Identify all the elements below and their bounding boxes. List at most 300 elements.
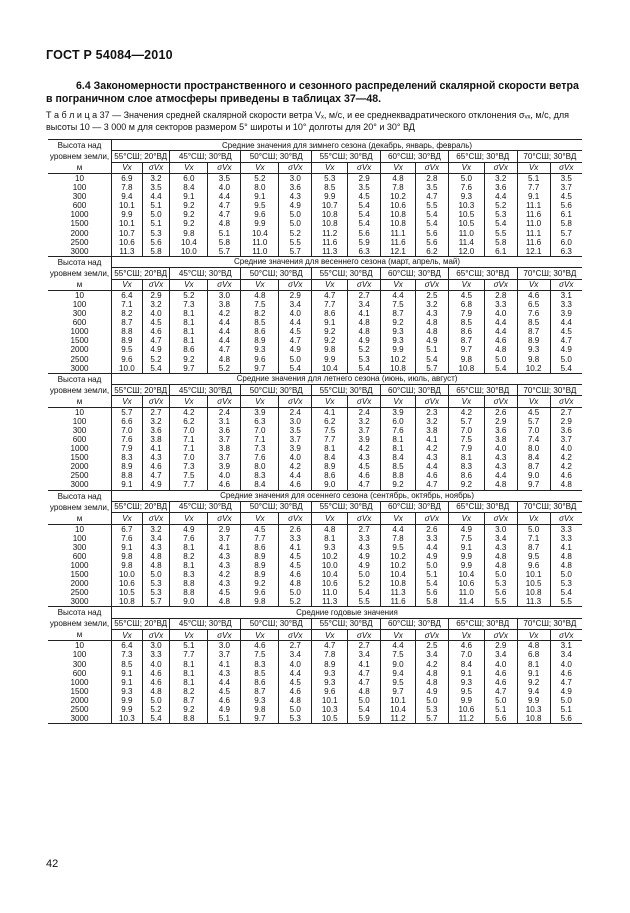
region-header: 50°СШ; 30°ВД (241, 501, 312, 512)
deviation-subheader: σVx (142, 162, 170, 173)
table-cell: 9.2 (448, 480, 484, 490)
table-cell: 3.3 (560, 533, 572, 543)
table-cell: 11.6 (312, 238, 348, 247)
table-cell: 5.6 (550, 714, 582, 724)
height-cell: 3000 (48, 480, 112, 490)
table-cell: 4.4 (208, 678, 241, 687)
table-cell: 4.3 (416, 453, 449, 462)
table-cell: 7.5 (312, 426, 348, 435)
table-cell: 10.7 (112, 229, 143, 238)
table-cell: 3.4 (416, 650, 449, 659)
table-cell: 5.0 (517, 524, 550, 534)
table-cell: 5.0 (560, 695, 572, 705)
deviation-subheader: σVx (208, 396, 241, 407)
table-cell: 3.9 (560, 309, 572, 319)
table-cell: 8.1 (448, 453, 484, 462)
table-cell: 7.6 (448, 183, 484, 192)
table-cell: 8.9 (112, 336, 143, 345)
table-cell: 5.5 (416, 201, 449, 210)
table-cell: 8.5 (241, 669, 279, 678)
region-header: 70°СШ; 30°ВД (517, 151, 582, 162)
table-cell: 8.6 (448, 471, 484, 480)
region-header: 55°СШ; 30°ВД (312, 385, 381, 396)
table-row (48, 570, 582, 579)
speed-subheader: Vx (517, 396, 550, 407)
table-cell: 5.5 (279, 238, 312, 247)
table-cell: 10.0 (112, 364, 143, 374)
deviation-subheader: σVx (348, 396, 381, 407)
deviation-subheader: σVx (550, 513, 582, 524)
table-cell: 7.5 (381, 300, 416, 309)
table-cell: 4.9 (416, 687, 449, 696)
table-cell: 9.0 (517, 471, 550, 480)
table-cell: 9.0 (381, 660, 416, 669)
table-cell: 5.1 (416, 570, 449, 579)
table-cell: 9.9 (112, 210, 143, 219)
table-cell: 5.1 (170, 641, 208, 651)
section-title-row (48, 490, 582, 501)
table-cell: 9.1 (517, 192, 550, 201)
table-cell: 4.4 (484, 327, 517, 336)
region-header: 55°СШ; 30°ВД (312, 501, 381, 512)
table-cell: 8.0 (517, 444, 550, 453)
speed-subheader: Vx (170, 630, 208, 641)
table-cell: 8.9 (312, 660, 348, 669)
table-cell: 8.8 (381, 471, 416, 480)
table-cell: 3.7 (560, 183, 572, 193)
table-cell: 12.1 (381, 247, 416, 257)
deviation-subheader: σVx (416, 162, 449, 173)
table-cell: 3.5 (560, 174, 572, 183)
table-cell: 5.2 (348, 579, 381, 588)
speed-subheader: Vx (381, 162, 416, 173)
deviation-subheader: σVx (208, 630, 241, 641)
height-cell: 600 (48, 669, 112, 678)
table-cell: 3.0 (142, 641, 170, 651)
table-cell: 5.8 (560, 219, 572, 229)
table-cell: 4.5 (348, 192, 381, 201)
table-row (48, 364, 582, 374)
height-cell: 100 (48, 650, 112, 659)
table-cell: 9.9 (448, 552, 484, 561)
region-header: 65°СШ; 30°ВД (448, 385, 517, 396)
table-cell: 8.9 (112, 462, 143, 471)
table-cell: 7.7 (517, 183, 550, 192)
table-cell: 5.5 (550, 597, 582, 607)
table-cell: 4.2 (170, 407, 208, 417)
table-cell: 8.8 (112, 471, 143, 480)
table-row (48, 219, 582, 228)
sub-header-row (48, 162, 582, 173)
table-cell: 4.8 (517, 641, 550, 651)
table-cell: 9.3 (381, 336, 416, 345)
table-cell: 4.0 (142, 309, 170, 318)
height-cell: 2000 (48, 345, 112, 354)
table-cell: 4.7 (348, 678, 381, 687)
speed-subheader: Vx (448, 279, 484, 290)
table-cell: 3.6 (208, 426, 241, 435)
table-cell: 7.5 (381, 650, 416, 659)
table-cell: 8.7 (517, 327, 550, 336)
table-cell: 8.1 (170, 660, 208, 669)
table-cell: 11.2 (448, 714, 484, 724)
speed-subheader: Vx (312, 513, 348, 524)
table-cell: 4.1 (560, 542, 572, 552)
table-cell: 9.8 (112, 561, 143, 570)
table-cell: 5.2 (142, 355, 170, 364)
table-cell: 9.7 (448, 345, 484, 354)
table-cell: 4.6 (348, 471, 381, 480)
table-cell: 10.4 (448, 570, 484, 579)
table-cell: 6.8 (448, 300, 484, 309)
table-cell: 8.8 (170, 588, 208, 597)
table-cell: 4.1 (416, 435, 449, 444)
table-cell: 3.7 (208, 453, 241, 462)
table-cell: 5.7 (416, 714, 449, 724)
table-row (48, 705, 582, 714)
table-row (48, 588, 582, 597)
table-cell: 9.7 (517, 480, 550, 490)
table-cell: 10.8 (381, 210, 416, 219)
region-header-row (48, 151, 582, 162)
table-cell: 3.4 (142, 534, 170, 543)
table-cell: 10.1 (312, 696, 348, 705)
table-cell: 8.9 (517, 336, 550, 345)
table-cell: 8.1 (312, 534, 348, 543)
table-cell: 7.9 (112, 444, 143, 453)
table-cell: 8.1 (170, 669, 208, 678)
table-cell: 5.3 (416, 705, 449, 714)
table-cell: 4.0 (142, 660, 170, 669)
table-cell: 10.5 (517, 579, 550, 588)
table-cell: 7.7 (170, 650, 208, 659)
table-cell: 7.6 (381, 426, 416, 435)
table-cell: 11.0 (448, 588, 484, 597)
table-cell: 4.3 (142, 453, 170, 462)
table-cell: 4.5 (517, 407, 550, 417)
table-cell: 2.7 (348, 641, 381, 651)
table-cell: 10.0 (112, 570, 143, 579)
table-cell: 9.8 (448, 355, 484, 364)
table-cell: 5.3 (142, 229, 170, 238)
table-cell: 4.5 (448, 290, 484, 300)
table-cell: 4.6 (208, 696, 241, 705)
table-cell: 4.6 (142, 669, 170, 678)
table-cell: 5.3 (142, 579, 170, 588)
table-cell: 10.6 (448, 579, 484, 588)
table-cell: 5.1 (484, 705, 517, 714)
table-cell: 5.3 (560, 579, 572, 589)
speed-subheader: Vx (381, 396, 416, 407)
height-cell: 1000 (48, 678, 112, 687)
speed-subheader: Vx (381, 279, 416, 290)
table-cell: 5.3 (142, 588, 170, 597)
table-cell: 7.6 (517, 309, 550, 318)
table-cell: 4.7 (279, 336, 312, 345)
table-cell: 5.3 (279, 714, 312, 724)
table-cell: 3.7 (560, 434, 572, 444)
height-cell: 1500 (48, 570, 112, 579)
height-cell: 300 (48, 660, 112, 669)
table-cell: 2.4 (279, 407, 312, 417)
table-cell: 10.3 (312, 705, 348, 714)
region-header: 55°СШ; 30°ВД (312, 268, 381, 279)
table-cell: 2.9 (484, 641, 517, 651)
table-cell: 5.0 (448, 174, 484, 184)
table-row (48, 355, 582, 364)
table-cell: 5.2 (348, 345, 381, 354)
table-cell: 7.5 (448, 435, 484, 444)
table-cell: 3.8 (208, 300, 241, 309)
region-header: 65°СШ; 30°ВД (448, 618, 517, 629)
table-cell: 5.2 (142, 705, 170, 714)
table-cell: 5.0 (416, 561, 449, 570)
region-header: 70°СШ; 30°ВД (517, 618, 582, 629)
table-cell: 9.3 (312, 669, 348, 678)
table-cell: 4.4 (208, 192, 241, 201)
table-cell: 9.7 (241, 364, 279, 374)
table-cell: 3.3 (560, 524, 572, 534)
table-cell: 7.1 (517, 534, 550, 543)
table-cell: 7.6 (112, 435, 143, 444)
table-cell: 9.2 (241, 579, 279, 588)
table-cell: 10.0 (170, 247, 208, 257)
speed-subheader: Vx (112, 396, 143, 407)
table-row (48, 660, 582, 669)
table-cell: 9.9 (112, 696, 143, 705)
table-cell: 9.2 (312, 327, 348, 336)
table-row (48, 714, 582, 724)
table-cell: 6.1 (484, 247, 517, 257)
table-cell: 4.5 (560, 192, 572, 202)
table-cell: 5.2 (279, 597, 312, 607)
table-cell: 3.3 (279, 534, 312, 543)
height-column-header: Высота над уровнем земли, м (48, 607, 112, 641)
table-cell: 5.1 (517, 174, 550, 184)
table-cell: 3.4 (348, 650, 381, 659)
region-header: 55°СШ; 20°ВД (112, 268, 170, 279)
table-cell: 4.4 (208, 336, 241, 345)
table-cell: 4.4 (416, 543, 449, 552)
table-cell: 9.6 (241, 588, 279, 597)
table-cell: 10.5 (448, 210, 484, 219)
speed-subheader: Vx (312, 279, 348, 290)
section-title-row (48, 607, 582, 618)
table-caption: Т а б л и ц а 37 — Значения средней скалярной скорости ветра Vₓ, м/с, и ее среднеквадратического отклонения σᵥₓ, м/с, для высоты 10 — 3 000 м для секторов размером 5° широты и 10° долготы для 20° и 30° ВД (46, 110, 569, 132)
table-cell: 8.4 (312, 453, 348, 462)
deviation-subheader: σVx (279, 162, 312, 173)
table-cell: 4.6 (560, 471, 572, 481)
table-cell: 9.5 (241, 201, 279, 210)
table-row (48, 641, 582, 651)
table-cell: 2.5 (416, 290, 449, 300)
table-cell: 4.4 (484, 192, 517, 201)
table-cell: 4.6 (484, 336, 517, 345)
table-cell: 10.5 (112, 588, 143, 597)
table-cell: 3.0 (279, 174, 312, 184)
table-cell: 4.3 (348, 543, 381, 552)
table-cell: 8.3 (241, 471, 279, 480)
deviation-subheader: σVx (279, 630, 312, 641)
table-cell: 7.1 (170, 444, 208, 453)
height-cell: 1500 (48, 219, 112, 228)
table-cell: 9.7 (381, 687, 416, 696)
table-cell: 2.9 (142, 290, 170, 300)
table-cell: 10.4 (312, 364, 348, 374)
table-cell: 10.4 (381, 705, 416, 714)
table-cell: 4.3 (208, 552, 241, 561)
table-cell: 10.4 (170, 238, 208, 247)
table-cell: 9.2 (170, 355, 208, 364)
table-cell: 9.9 (312, 192, 348, 201)
table-cell: 4.3 (279, 192, 312, 201)
table-cell: 10.2 (517, 364, 550, 374)
table-cell: 2.9 (208, 524, 241, 534)
table-cell: 8.4 (448, 660, 484, 669)
section-title: 6.4 Закономерности пространственного и сезонного распределений скалярной скорости ветра в пограничном слое атмосферы приведены в таблицах 37—48. (46, 80, 579, 105)
table-cell: 11.1 (517, 201, 550, 210)
table-cell: 4.7 (208, 345, 241, 354)
table-cell: 4.1 (312, 407, 348, 417)
deviation-subheader: σVx (279, 396, 312, 407)
table-cell: 5.4 (560, 588, 572, 598)
table-cell: 5.0 (560, 570, 572, 579)
table-cell: 4.9 (348, 552, 381, 561)
table-cell: 4.6 (416, 471, 449, 480)
table-cell: 9.5 (112, 345, 143, 354)
table-cell: 11.0 (241, 247, 279, 257)
table-cell: 8.8 (170, 714, 208, 724)
table-cell: 4.3 (208, 669, 241, 678)
table-cell: 6.7 (112, 524, 143, 534)
table-cell: 3.9 (348, 435, 381, 444)
height-cell: 2000 (48, 462, 112, 471)
height-cell: 100 (48, 300, 112, 309)
table-row (48, 597, 582, 607)
height-cell: 300 (48, 192, 112, 201)
table-cell: 4.8 (560, 551, 572, 561)
height-cell: 100 (48, 183, 112, 192)
table-cell: 8.1 (381, 444, 416, 453)
table-cell: 4.7 (142, 336, 170, 345)
table-cell: 8.3 (112, 453, 143, 462)
table-cell: 4.5 (142, 318, 170, 327)
table-cell: 3.7 (279, 435, 312, 444)
table-cell: 4.0 (208, 471, 241, 480)
table-cell: 4.8 (142, 561, 170, 570)
table-cell: 6.4 (112, 290, 143, 300)
table-cell: 5.5 (348, 597, 381, 607)
table-cell: 7.3 (170, 300, 208, 309)
table-cell: 5.7 (416, 364, 449, 374)
table-cell: 4.6 (484, 669, 517, 678)
deviation-subheader: σVx (416, 396, 449, 407)
table-cell: 5.0 (348, 696, 381, 705)
table-cell: 3.6 (279, 183, 312, 192)
table-cell: 3.0 (208, 641, 241, 651)
table-cell: 9.4 (112, 192, 143, 201)
table-cell: 10.6 (112, 579, 143, 588)
table-cell: 7.6 (112, 534, 143, 543)
speed-subheader: Vx (241, 630, 279, 641)
table-cell: 5.6 (416, 588, 449, 597)
table-cell: 4.9 (208, 705, 241, 714)
table-row (48, 238, 582, 247)
table-cell: 8.2 (170, 552, 208, 561)
deviation-subheader: σVx (208, 162, 241, 173)
table-cell: 5.4 (348, 705, 381, 714)
table-cell: 4.6 (279, 687, 312, 696)
table-cell: 7.8 (381, 183, 416, 192)
table-cell: 8.6 (241, 543, 279, 552)
table-cell: 3.7 (348, 426, 381, 435)
table-cell: 8.5 (112, 660, 143, 669)
region-header: 45°СШ; 30°ВД (170, 501, 241, 512)
table-cell: 9.6 (517, 561, 550, 570)
height-cell: 10 (48, 174, 112, 184)
table-cell: 8.5 (381, 462, 416, 471)
table-cell: 4.7 (560, 336, 572, 346)
table-cell: 4.5 (560, 327, 572, 337)
table-cell: 5.4 (416, 219, 449, 228)
table-cell: 4.6 (208, 480, 241, 490)
table-cell: 6.5 (517, 300, 550, 309)
table-cell: 5.8 (484, 238, 517, 247)
table-cell: 9.9 (312, 355, 348, 364)
deviation-subheader: σVx (142, 279, 170, 290)
table-cell: 4.9 (279, 201, 312, 210)
table-cell: 9.3 (517, 345, 550, 354)
table-cell: 9.2 (170, 210, 208, 219)
table-cell: 11.4 (448, 597, 484, 607)
table-cell: 3.2 (484, 174, 517, 184)
region-header: 60°СШ; 30°ВД (381, 151, 449, 162)
height-cell: 1000 (48, 561, 112, 570)
height-cell: 1000 (48, 327, 112, 336)
table-cell: 8.1 (170, 543, 208, 552)
table-cell: 9.9 (112, 705, 143, 714)
table-cell: 4.5 (348, 462, 381, 471)
height-cell: 10 (48, 641, 112, 651)
table-row (48, 480, 582, 490)
table-cell: 10.8 (112, 597, 143, 607)
table-cell: 4.3 (416, 309, 449, 318)
table-cell: 4.7 (208, 210, 241, 219)
deviation-subheader: σVx (484, 396, 517, 407)
table-cell: 10.8 (517, 588, 550, 597)
height-cell: 1000 (48, 444, 112, 453)
table-cell: 5.4 (348, 201, 381, 210)
height-cell: 600 (48, 552, 112, 561)
table-cell: 8.1 (170, 318, 208, 327)
table-cell: 2.8 (484, 290, 517, 300)
table-cell: 5.7 (560, 228, 572, 238)
table-cell: 11.6 (381, 597, 416, 607)
table-cell: 5.0 (279, 588, 312, 597)
table-cell: 3.2 (142, 524, 170, 534)
speed-subheader: Vx (448, 396, 484, 407)
table-row (48, 318, 582, 327)
table-cell: 7.0 (448, 650, 484, 659)
table-cell: 4.1 (348, 309, 381, 318)
table-cell: 10.2 (381, 552, 416, 561)
height-cell: 3000 (48, 247, 112, 257)
table-cell: 4.6 (279, 570, 312, 579)
table-cell: 11.6 (381, 238, 416, 247)
table-cell: 4.4 (381, 641, 416, 651)
table-cell: 4.3 (208, 579, 241, 588)
region-header: 45°СШ; 30°ВД (170, 618, 241, 629)
